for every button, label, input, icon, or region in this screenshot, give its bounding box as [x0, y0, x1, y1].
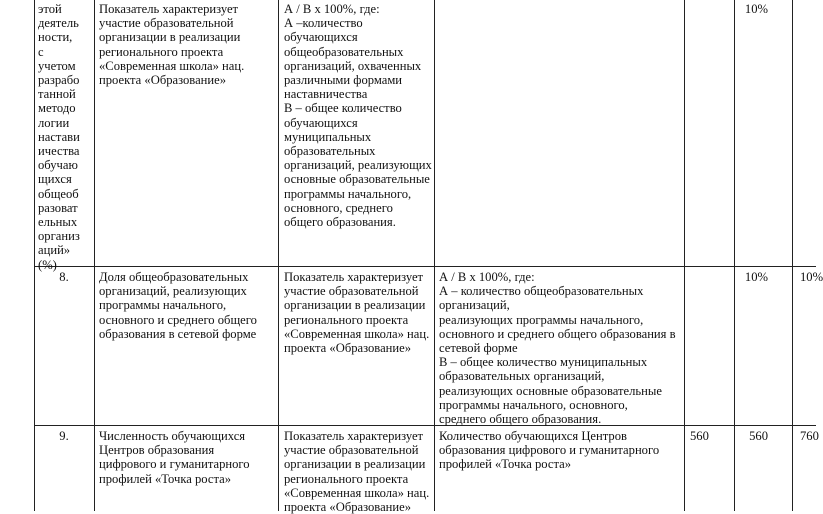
formula-line: образовательных организаций,	[439, 369, 605, 384]
indicator-formula	[284, 2, 434, 229]
formula-line: основного, среднего	[284, 200, 393, 215]
description-line: участие образовательной	[284, 284, 419, 299]
row-divider	[34, 425, 816, 426]
description-line: Показатель характеризует	[284, 270, 424, 284]
indicator-name-line: логии	[38, 115, 70, 130]
indicator-name-line: профилей «Точка роста»	[99, 471, 232, 486]
indicator-description	[284, 429, 434, 514]
formula-line: А / В х 100%, где:	[439, 270, 535, 284]
description-line: Показатель характеризует	[284, 429, 424, 443]
table-border-left	[34, 0, 35, 511]
column-divider	[278, 0, 279, 511]
column-divider	[734, 0, 735, 511]
indicator-name-line: ельных	[38, 215, 78, 230]
formula-line: программы начального, основного,	[439, 397, 628, 412]
formula-line: сетевой форме	[439, 341, 518, 356]
indicator-name-line: образования в сетевой форме	[99, 326, 257, 341]
description-line: «Современная школа» нац.	[284, 485, 430, 500]
formula-line: программы начального,	[284, 186, 412, 201]
row-number: 9.	[59, 429, 69, 443]
formula-line: основного и среднего общего образования в	[439, 326, 676, 341]
formula-line: реализующих программы начального,	[439, 312, 644, 327]
indicator-name-line: (%)	[38, 257, 57, 272]
formula-line: реализующих основные образовательные	[439, 383, 662, 398]
indicator-name	[99, 429, 277, 486]
formula-line: основные образовательные	[284, 172, 430, 187]
column-divider	[94, 0, 95, 511]
indicator-name-line: ности,	[38, 30, 73, 45]
description-line: участие образовательной	[284, 443, 419, 458]
indicator-name-line: с	[38, 44, 44, 59]
description-line: организации в реализации	[99, 30, 241, 45]
indicator-name-line: обучаю	[38, 158, 78, 173]
description-line: организации в реализации	[284, 457, 426, 472]
description-line: проекта «Образование»	[284, 341, 412, 356]
formula-line: общего образования.	[284, 215, 396, 230]
indicator-name-line: методо	[38, 101, 76, 116]
formula-line: профилей «Точка роста»	[439, 457, 572, 472]
indicator-name-line: общеоб	[38, 186, 79, 201]
formula-line: организаций,	[439, 298, 510, 313]
formula-line: А / В х 100%, где:	[284, 2, 380, 16]
formula-line: образования цифрового и гуманитарного	[439, 443, 660, 458]
indicator-name-line: щихся	[38, 172, 72, 187]
indicator-name-line: танной	[38, 87, 76, 102]
indicator-name-line: разрабо	[38, 73, 80, 88]
formula-line: В – общее количество	[284, 101, 402, 116]
indicator-name-line: этой	[38, 2, 62, 16]
value-cell: 10%	[744, 270, 768, 284]
indicator-name-line: Доля общеобразовательных	[99, 270, 249, 284]
indicator-name-line: разоват	[38, 200, 78, 215]
value-cell: 10%	[744, 2, 768, 16]
formula-line: А – количество общеобразовательных	[439, 284, 644, 299]
indicator-name-line: Центров образования	[99, 443, 215, 458]
indicator-name-line: основного и среднего общего	[99, 312, 257, 327]
formula-line: обучающихся	[284, 115, 358, 130]
formula-line: образовательных	[284, 144, 376, 159]
formula-line: Количество обучающихся Центров	[439, 429, 627, 443]
indicator-name-line: организ	[38, 229, 80, 244]
formula-line: А –количество	[284, 16, 363, 31]
description-line: организации в реализации	[284, 298, 426, 313]
row-number: 8.	[59, 270, 69, 284]
description-line: регионального проекта	[284, 471, 409, 486]
value-cell: 10%	[800, 270, 823, 284]
row-divider	[34, 266, 816, 267]
formula-line: В – общее количество муниципальных	[439, 355, 648, 370]
description-line: «Современная школа» нац.	[99, 58, 245, 73]
table-row-continued-name	[38, 2, 93, 272]
formula-line: среднего общего образования.	[439, 412, 602, 427]
indicator-name-line: деятель	[38, 16, 79, 31]
description-line: «Современная школа» нац.	[284, 326, 430, 341]
column-divider	[434, 0, 435, 511]
formula-line: муниципальных	[284, 129, 372, 144]
description-line: проекта «Образование»	[284, 500, 412, 514]
formula-line: организаций, реализующих	[284, 158, 432, 173]
indicator-description	[284, 270, 434, 355]
indicator-name-line: аций»	[38, 243, 71, 258]
description-line: проекта «Образование»	[99, 73, 227, 88]
indicator-name-line: организаций, реализующих	[99, 284, 247, 299]
description-line: регионального проекта	[284, 312, 409, 327]
formula-line: наставничества	[284, 87, 368, 102]
value-cell: 760	[800, 429, 819, 443]
formula-line: обучающихся	[284, 30, 358, 45]
indicator-name-line: ичества	[38, 144, 80, 159]
indicator-name	[99, 270, 277, 341]
indicator-name-line: программы начального,	[99, 298, 227, 313]
indicator-name-line: настави	[38, 129, 80, 144]
indicator-formula	[439, 429, 683, 472]
value-cell: 560	[690, 429, 709, 443]
indicator-description	[99, 2, 277, 87]
description-line: участие образовательной	[99, 16, 234, 31]
column-divider	[792, 0, 793, 511]
value-cell: 560	[749, 429, 768, 443]
formula-line: общеобразовательных	[284, 44, 404, 59]
indicator-name-line: учетом	[38, 58, 76, 73]
column-divider	[684, 0, 685, 511]
indicator-name-line: Численность обучающихся	[99, 429, 246, 443]
indicator-name-line: цифрового и гуманитарного	[99, 457, 250, 472]
indicator-formula	[439, 270, 683, 426]
description-line: регионального проекта	[99, 44, 224, 59]
description-line: Показатель характеризует	[99, 2, 239, 16]
formula-line: организаций, охваченных	[284, 58, 422, 73]
formula-line: различными формами	[284, 73, 403, 88]
